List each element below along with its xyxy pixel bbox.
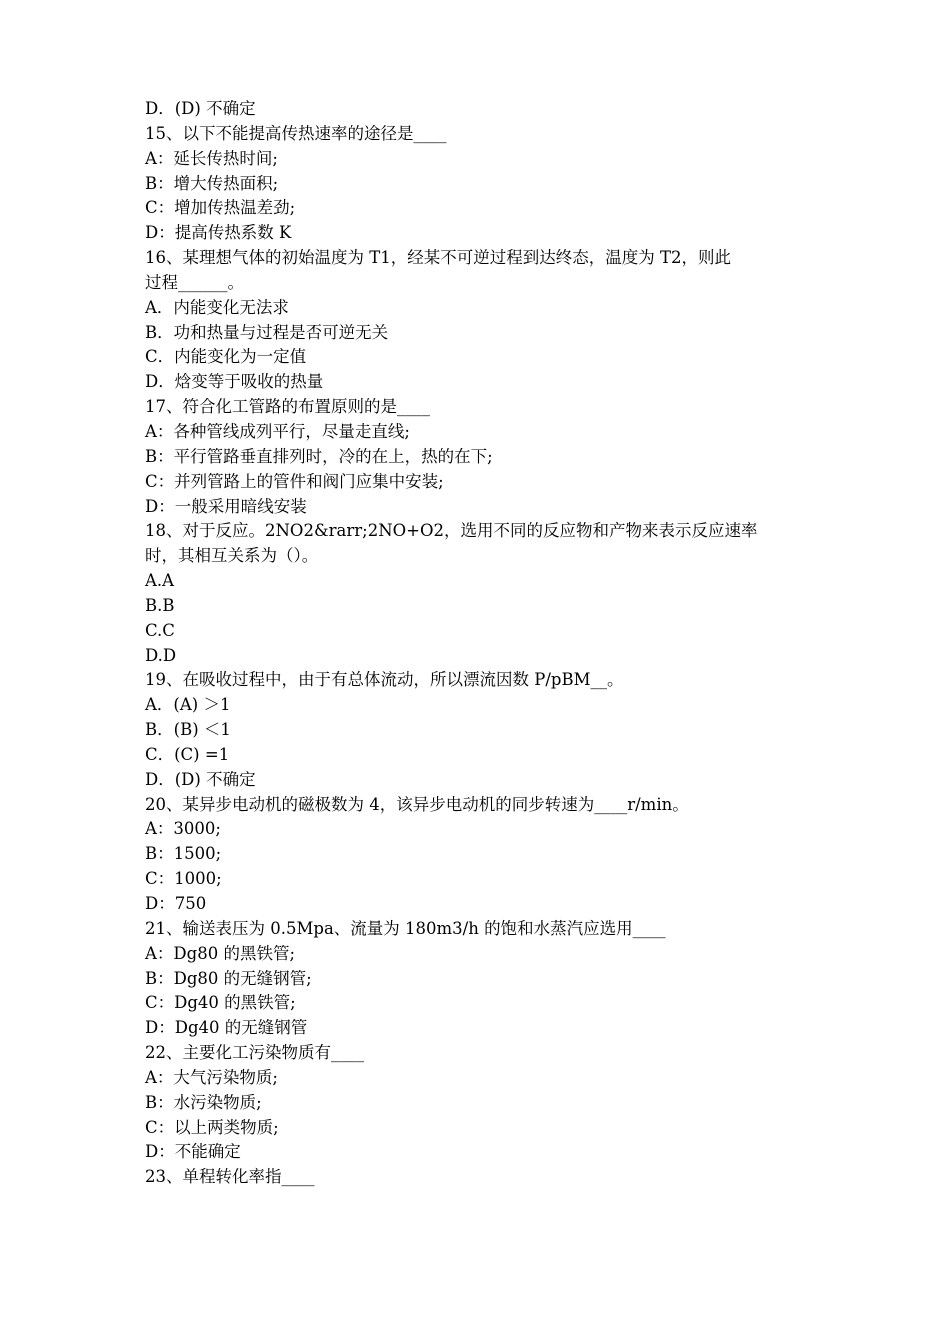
option-line: A：各种管线成列平行，尽量走直线; <box>145 421 410 441</box>
question-18: 18、对于反应。2NO2&rarr;2NO+O2，选用不同的反应物和产物来表示反应速率 <box>145 521 758 541</box>
option-line: D：一般采用暗线安装 <box>145 496 307 516</box>
question-17: 17、符合化工管路的布置原则的是____ <box>145 397 430 417</box>
question-19: 19、在吸收过程中，由于有总体流动，所以漂流因数 P/pBM__。 <box>145 670 624 690</box>
option-line: B：Dg80 的无缝钢管; <box>145 968 312 988</box>
option-line: B．功和热量与过程是否可逆无关 <box>145 322 389 342</box>
question-23: 23、单程转化率指____ <box>145 1167 315 1187</box>
option-line: A：Dg80 的黑铁管; <box>145 943 296 963</box>
option-line: D：750 <box>145 894 207 913</box>
option-line: D．焓变等于吸收的热量 <box>145 372 324 392</box>
document-body <box>145 97 815 1190</box>
question-15: 15、以下不能提高传热速率的途径是____ <box>145 123 447 143</box>
question-22: 22、主要化工污染物质有____ <box>145 1043 364 1063</box>
option-line: C：增加传热温差劲; <box>145 198 296 218</box>
option-line: A.A <box>145 571 175 591</box>
option-line: C．内能变化为一定值 <box>145 347 307 367</box>
option-line: C．(C) =1 <box>145 744 230 764</box>
option-line: D：不能确定 <box>145 1142 241 1162</box>
option-line: B：增大传热面积; <box>145 173 279 193</box>
option-line: A．内能变化无法求 <box>145 297 289 317</box>
option-line: B：平行管路垂直排列时，冷的在上，热的在下; <box>145 446 493 466</box>
question-16: 16、某理想气体的初始温度为 T1，经某不可逆过程到达终态，温度为 T2，则此 <box>145 248 731 268</box>
option-line: D．(D) 不确定 <box>145 99 256 118</box>
option-line: D．(D) 不确定 <box>145 769 256 789</box>
option-line: D：提高传热系数 K <box>145 223 292 243</box>
option-line: D.D <box>145 645 177 665</box>
option-line: C.C <box>145 620 175 640</box>
option-line: B．(B) ＜1 <box>145 720 231 740</box>
option-line: A：大气污染物质; <box>145 1067 278 1087</box>
question-20: 20、某异步电动机的磁极数为 4，该异步电动机的同步转速为____r/min。 <box>145 794 689 814</box>
question-16-continued: 过程______。 <box>145 272 244 292</box>
option-line: D：Dg40 的无缝钢管 <box>145 1018 308 1038</box>
option-line: A．(A) ＞1 <box>145 695 231 715</box>
option-line: C：Dg40 的黑铁管; <box>145 993 296 1013</box>
option-line: C：以上两类物质; <box>145 1117 279 1137</box>
question-18-continued: 时，其相互关系为（）。 <box>145 546 319 566</box>
option-line: B：1500; <box>145 844 222 864</box>
option-line: A：延长传热时间; <box>145 148 278 168</box>
option-line: B.B <box>145 595 175 615</box>
option-line: C：1000; <box>145 869 222 889</box>
option-line: B：水污染物质; <box>145 1092 262 1112</box>
question-21: 21、输送表压为 0.5Mpa、流量为 180m3/h 的饱和水蒸汽应选用____ <box>145 918 666 938</box>
option-line: A：3000; <box>145 819 221 839</box>
option-line: C：并列管路上的管件和阀门应集中安装; <box>145 471 444 491</box>
